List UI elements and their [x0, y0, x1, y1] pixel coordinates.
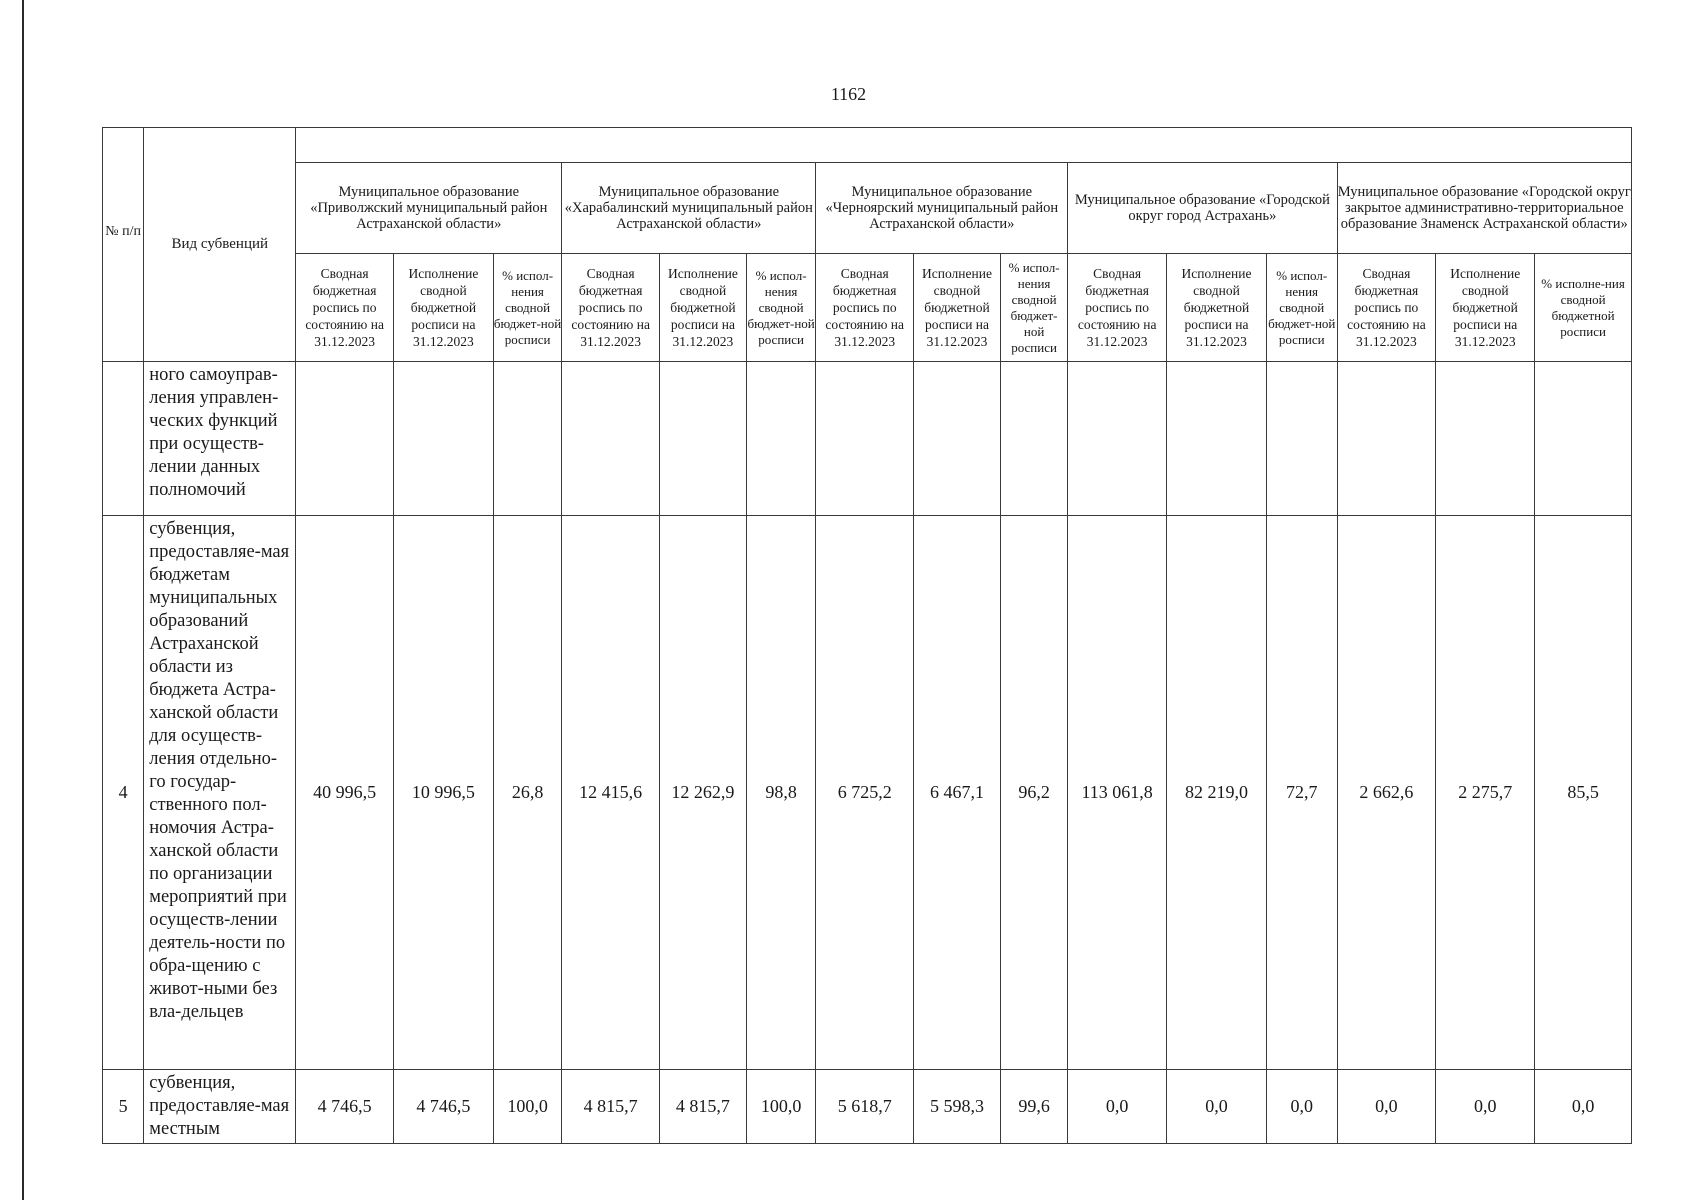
cell-value: 2 275,7 — [1436, 516, 1535, 1070]
row-number — [103, 362, 144, 516]
header-municipality-1: Муниципальное образование «Приволжский муниципальный район Астраханской области» — [296, 163, 562, 254]
cell-value — [746, 362, 815, 516]
header-blank — [296, 128, 1632, 163]
cell-value — [1436, 362, 1535, 516]
cell-value: 12 415,6 — [562, 516, 660, 1070]
cell-value — [1000, 362, 1067, 516]
cell-value: 40 996,5 — [296, 516, 394, 1070]
cell-value: 26,8 — [493, 516, 561, 1070]
cell-value — [393, 362, 493, 516]
cell-value: 10 996,5 — [393, 516, 493, 1070]
cell-value: 100,0 — [493, 1070, 561, 1144]
table-row — [103, 362, 1632, 516]
subheader-execution: Исполнение сводной бюджетной росписи на 31.12.2023 — [1436, 254, 1535, 362]
header-row-subcolumns — [103, 254, 1632, 362]
cell-value: 2 662,6 — [1337, 516, 1436, 1070]
row-number: 4 — [103, 516, 144, 1070]
cell-value: 6 467,1 — [914, 516, 1001, 1070]
cell-value — [660, 362, 747, 516]
cell-value: 0,0 — [1266, 1070, 1337, 1144]
subventions-table — [102, 127, 1632, 1144]
subheader-percent: % исполне-ния сводной бюджетной росписи — [1535, 254, 1632, 362]
cell-value: 0,0 — [1068, 1070, 1167, 1144]
cell-value — [1266, 362, 1337, 516]
cell-value: 99,6 — [1000, 1070, 1067, 1144]
subheader-plan: Сводная бюджетная роспись по состоянию на 31.12.2023 — [296, 254, 394, 362]
cell-value: 4 746,5 — [296, 1070, 394, 1144]
subheader-execution: Исполнение сводной бюджетной росписи на 31.12.2023 — [914, 254, 1001, 362]
header-kind: Вид субвенций — [144, 128, 296, 362]
cell-value: 100,0 — [746, 1070, 815, 1144]
cell-value: 12 262,9 — [660, 516, 747, 1070]
page-number: 1162 — [830, 84, 867, 104]
header-municipality-5: Муниципальное образование «Городской округ закрытое административно-территориальное образование Знаменск Астраханской области» — [1337, 163, 1631, 254]
subheader-percent: % испол-нения сводной бюджет-ной росписи — [746, 254, 815, 362]
cell-value: 96,2 — [1000, 516, 1067, 1070]
cell-value: 0,0 — [1535, 1070, 1632, 1144]
cell-value: 113 061,8 — [1068, 516, 1167, 1070]
cell-value — [296, 362, 394, 516]
cell-value — [493, 362, 561, 516]
table-row — [103, 516, 1632, 1070]
cell-value — [1535, 362, 1632, 516]
header-municipality-3: Муниципальное образование «Черноярский муниципальный район Астраханской области» — [816, 163, 1068, 254]
row-kind: субвенция, предоставляе-мая бюджетам муниципальных образований Астраханской области из бюджета Астра-ханской области для осуществ-ления отдельно-го государ-ственного пол-номочия Астра-ханской области по организации мероприятий при осуществ-лении деятель-ности по обра-щению с живот-ными без вла-дельцев — [144, 516, 296, 1070]
cell-value: 98,8 — [746, 516, 815, 1070]
cell-value: 0,0 — [1337, 1070, 1436, 1144]
subheader-percent: % испол-нения сводной бюджет-ной росписи — [493, 254, 561, 362]
header-municipality-4: Муниципальное образование «Городской округ город Астрахань» — [1068, 163, 1337, 254]
subheader-percent: % испол-нения сводной бюджет-ной росписи — [1266, 254, 1337, 362]
header-num: № п/п — [103, 128, 144, 362]
cell-value — [562, 362, 660, 516]
cell-value — [1068, 362, 1167, 516]
row-number: 5 — [103, 1070, 144, 1144]
subheader-execution: Исполнение сводной бюджетной росписи на 31.12.2023 — [660, 254, 747, 362]
cell-value: 5 618,7 — [816, 1070, 914, 1144]
subheader-execution: Исполнение сводной бюджетной росписи на 31.12.2023 — [1167, 254, 1267, 362]
cell-value: 4 815,7 — [660, 1070, 747, 1144]
subheader-percent: % испол-нения сводной бюджет-ной росписи — [1000, 254, 1067, 362]
subheader-execution: Исполнение сводной бюджетной росписи на 31.12.2023 — [393, 254, 493, 362]
table-row — [103, 1070, 1632, 1144]
cell-value: 4 746,5 — [393, 1070, 493, 1144]
subheader-plan: Сводная бюджетная роспись по состоянию на 31.12.2023 — [1337, 254, 1436, 362]
scan-edge-line — [22, 0, 24, 1200]
row-kind: субвенция, предоставляе-мая местным — [144, 1070, 296, 1144]
cell-value — [816, 362, 914, 516]
header-row-municipalities — [103, 163, 1632, 254]
row-kind: ного самоуправ-ления управлен-ческих функций при осуществ-лении данных полномочий — [144, 362, 296, 516]
header-row-top — [103, 128, 1632, 163]
cell-value: 72,7 — [1266, 516, 1337, 1070]
cell-value: 85,5 — [1535, 516, 1632, 1070]
cell-value: 4 815,7 — [562, 1070, 660, 1144]
cell-value: 5 598,3 — [914, 1070, 1001, 1144]
cell-value: 0,0 — [1436, 1070, 1535, 1144]
cell-value: 82 219,0 — [1167, 516, 1267, 1070]
cell-value: 6 725,2 — [816, 516, 914, 1070]
subheader-plan: Сводная бюджетная роспись по состоянию на 31.12.2023 — [816, 254, 914, 362]
subheader-plan: Сводная бюджетная роспись по состоянию на 31.12.2023 — [562, 254, 660, 362]
cell-value — [1167, 362, 1267, 516]
cell-value: 0,0 — [1167, 1070, 1267, 1144]
subheader-plan: Сводная бюджетная роспись по состоянию на 31.12.2023 — [1068, 254, 1167, 362]
header-municipality-2: Муниципальное образование «Харабалинский муниципальный район Астраханской области» — [562, 163, 816, 254]
cell-value — [1337, 362, 1436, 516]
cell-value — [914, 362, 1001, 516]
